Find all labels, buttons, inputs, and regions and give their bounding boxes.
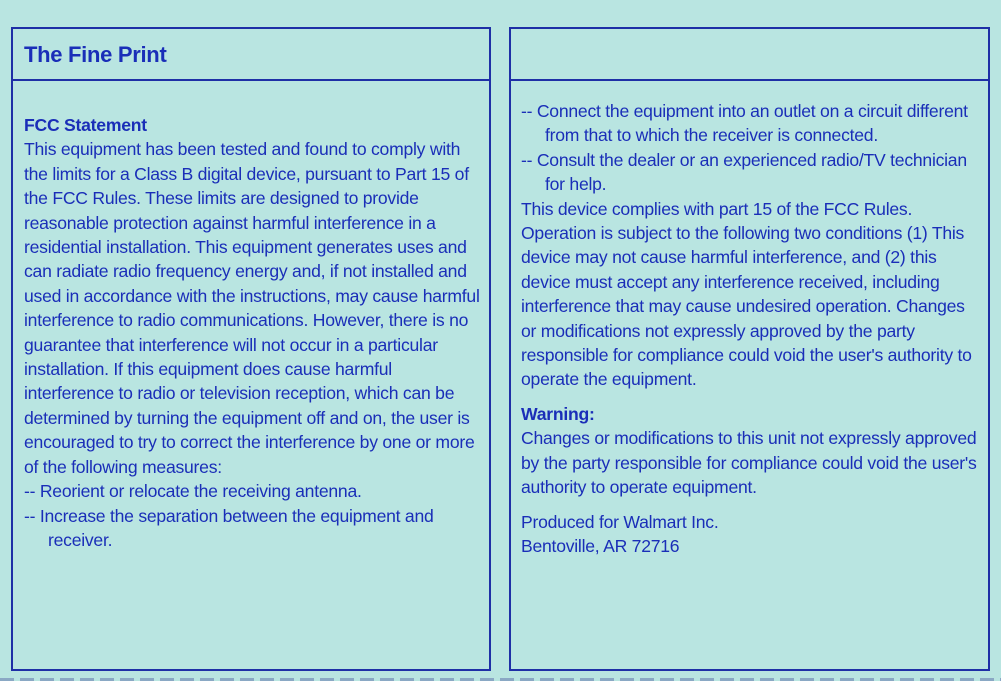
measure-item: -- Reorient or relocate the receiving antenna.: [24, 481, 362, 502]
continued-panel: [509, 27, 990, 671]
measure-item: -- Increase the separation between the equipment and receiver.: [24, 505, 434, 550]
fine-print-panel: [11, 27, 491, 671]
fcc-statement-section: [24, 113, 481, 552]
continued-section: [521, 99, 982, 558]
measure-item: -- Consult the dealer or an experienced radio/TV technician for help.: [521, 149, 967, 195]
warning-heading: Warning:: [521, 403, 595, 424]
measure-item: -- Connect the equipment into an outlet on a circuit different from that to which the receiver is connected.: [521, 101, 968, 146]
panel-header: [511, 29, 988, 81]
producer-line: Produced for Walmart Inc.: [521, 511, 719, 532]
panel-header: [13, 29, 489, 81]
producer-address: Bentoville, AR 72716: [521, 535, 680, 556]
compliance-text: This device complies with part 15 of the FCC Rules. Operation is subject to the following two conditions (1) This device may not cause harmful interference, and (2) this device must accept any interference received, including interference that may cause undesired operation. Changes or modifications not expressly approved by the party responsible for compliance could void the user's authority to operate the equipment.: [521, 198, 972, 390]
panel-title: The Fine Print: [24, 42, 167, 67]
section-heading: FCC Statement: [24, 115, 147, 135]
fcc-statement-body: This equipment has been tested and found to comply with the limits for a Class B digital device, pursuant to Part 15 of the FCC Rules. These limits are designed to provide reasonable protection against harmful interference in a residential installation. This equipment generates uses and can radiate radio frequency energy and, if not installed and used in accordance with the instructions, may cause harmful interference to radio communications. However, there is no guarantee that interference will not occur in a particular installation. If this equipment does cause harmful interference to radio or television reception, which can be determined by turning the equipment off and on, the user is encouraged to try to correct the interference by one or more of the following measures:: [24, 139, 480, 477]
warning-body: Changes or modifications to this unit not expressly approved by the party responsible for compliance could void the user's authority to operate equipment.: [521, 428, 977, 498]
